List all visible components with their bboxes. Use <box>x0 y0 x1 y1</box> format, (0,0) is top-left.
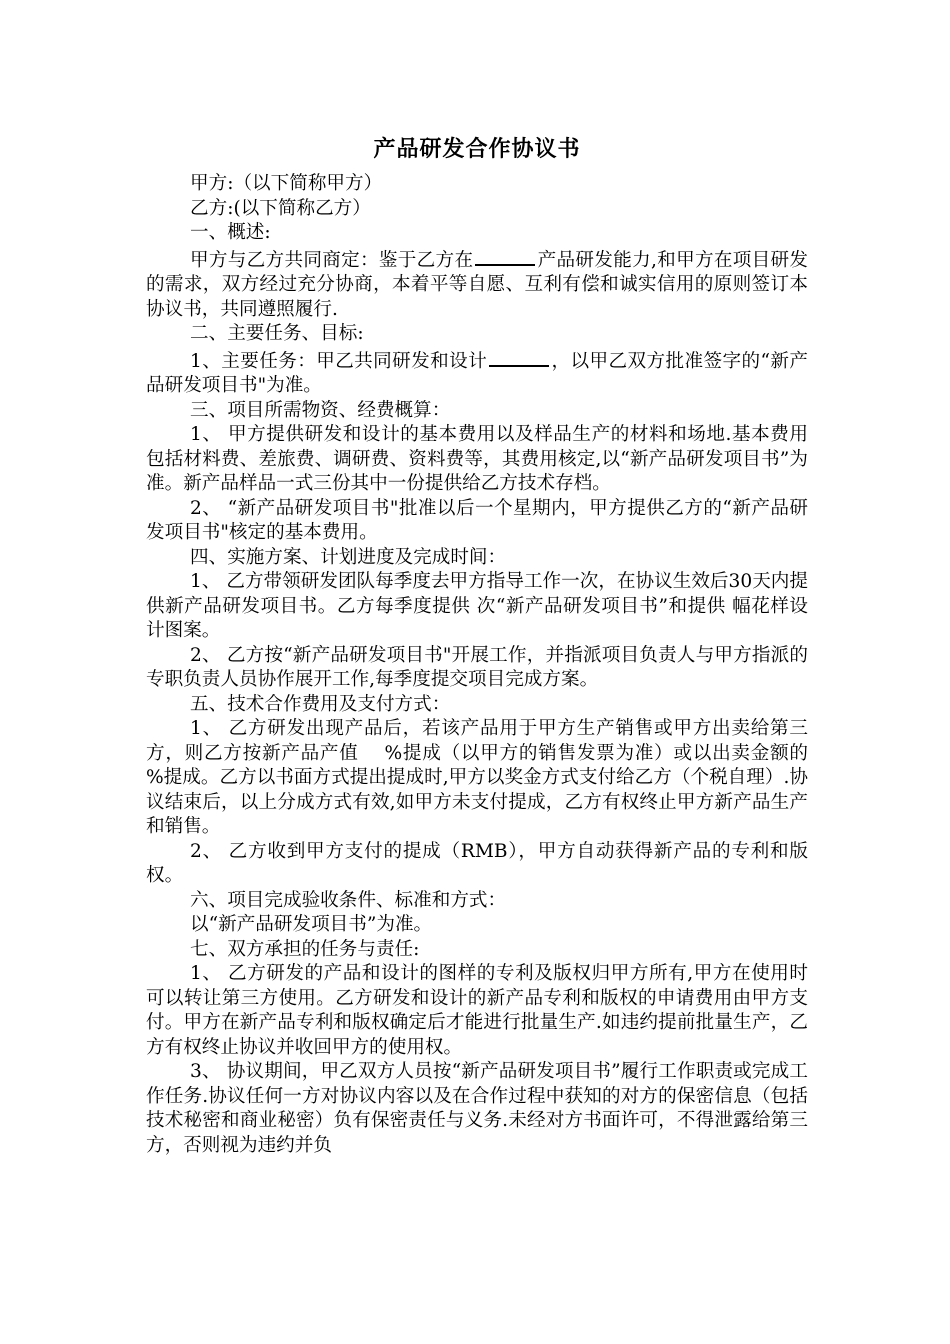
budget-clause-2: 2、 “新产品研发项目书"批准以后一个星期内，甲方提供乙方的“新产品研发项目书"核定的基本费用。 <box>146 497 808 543</box>
overview-text-after: 产品研发能力,和甲方在项目研发的需求，双方经过充分协商，本着平等自愿、互利有偿和诚实信用的原则签订本协议书，共同遵照履行. <box>146 249 808 320</box>
overview-text-before: 甲方与乙方共同商定：鉴于乙方在 <box>190 249 474 271</box>
responsibility-clause-1: 1、 乙方研发的产品和设计的图样的专利及版权归甲方所有,甲方在使用时可以转让第三方使用。乙方研发和设计的新产品专利和版权的申请费用由甲方支付。甲方在新产品专利和版权确定后才能进行批量生产.如违约提前批量生产，乙方有权终止协议并收回甲方的使用权。 <box>146 963 808 1058</box>
section-heading-payment: 五、技术合作费用及支付方式： <box>190 693 451 715</box>
document-page <box>146 134 833 1158</box>
section-heading-tasks: 二、主要任务、目标: <box>190 323 364 344</box>
fill-in-blank-design <box>489 347 549 367</box>
section-heading-budget: 三、项目所需物资、经费概算： <box>190 399 451 421</box>
plan-clause-2: 2、 乙方按“新产品研发项目书"开展工作，并指派项目负责人与甲方指派的专职负责人员协作展开工作,每季度提交项目完成方案。 <box>146 644 808 690</box>
tasks-paragraph <box>146 347 808 399</box>
tasks-text-after: ，以甲乙双方批准签字的“新产品研发项目书"为准。 <box>146 350 808 396</box>
responsibility-clause-3: 3、 协议期间，甲乙双方人员按“新产品研发项目书”履行工作职责或完成工作任务.协议任何一方对协议内容以及在合作过程中获知的对方的保密信息（包括技术秘密和商业秘密）负有保密责任与义务.未经对方书面许可，不得泄露给第三方，否则视为违约并负 <box>146 1061 808 1156</box>
section-heading-overview: 一、概述: <box>190 222 271 243</box>
plan-clause-1: 1、 乙方带领研发团队每季度去甲方指导工作一次，在协议生效后30天内提供新产品研发项目书。乙方每季度提供 次“新产品研发项目书”和提供 幅花样设计图案。 <box>146 571 808 641</box>
fill-in-blank-capability <box>475 246 535 266</box>
payment-clause-1: 1、 乙方研发出现产品后，若该产品用于甲方生产销售或甲方出卖给第三方，则乙方按新产品产值 %提成（以甲方的销售发票为准）或以出卖金额的 %提成。乙方以书面方式提出提成时,甲方以奖金方式支付给乙方（个税自理）.协议结束后，以上分成方式有效,如甲方未支付提成，乙方有权终止甲方新产品生产和销售。 <box>146 718 833 837</box>
section-heading-plan: 四、实施方案、计划进度及完成时间： <box>190 546 507 568</box>
tasks-text-before: 1、主要任务：甲乙共同研发和设计 <box>190 350 488 372</box>
budget-clause-1: 1、 甲方提供研发和设计的基本费用以及样品生产的材料和场地.基本费用包括材料费、差旅费、调研费、资料费等，其费用核定,以“新产品研发项目书”为准。新产品样品一式三份其中一份提供给乙方技术存档。 <box>146 424 808 494</box>
acceptance-clause: 以“新产品研发项目书”为准。 <box>190 914 433 935</box>
party-b-line: 乙方:(以下简称乙方） <box>190 197 371 219</box>
party-a-line: 甲方:（以下简称甲方） <box>190 173 383 194</box>
overview-paragraph <box>146 246 808 323</box>
document-title: 产品研发合作协议书 <box>373 137 581 162</box>
payment-clause-2: 2、 乙方收到甲方支付的提成（RMB），甲方自动获得新产品的专利和版权。 <box>146 840 808 886</box>
section-heading-acceptance: 六、项目完成验收条件、标准和方式： <box>190 889 507 911</box>
section-heading-responsibilities: 七、双方承担的任务与责任: <box>190 938 420 960</box>
